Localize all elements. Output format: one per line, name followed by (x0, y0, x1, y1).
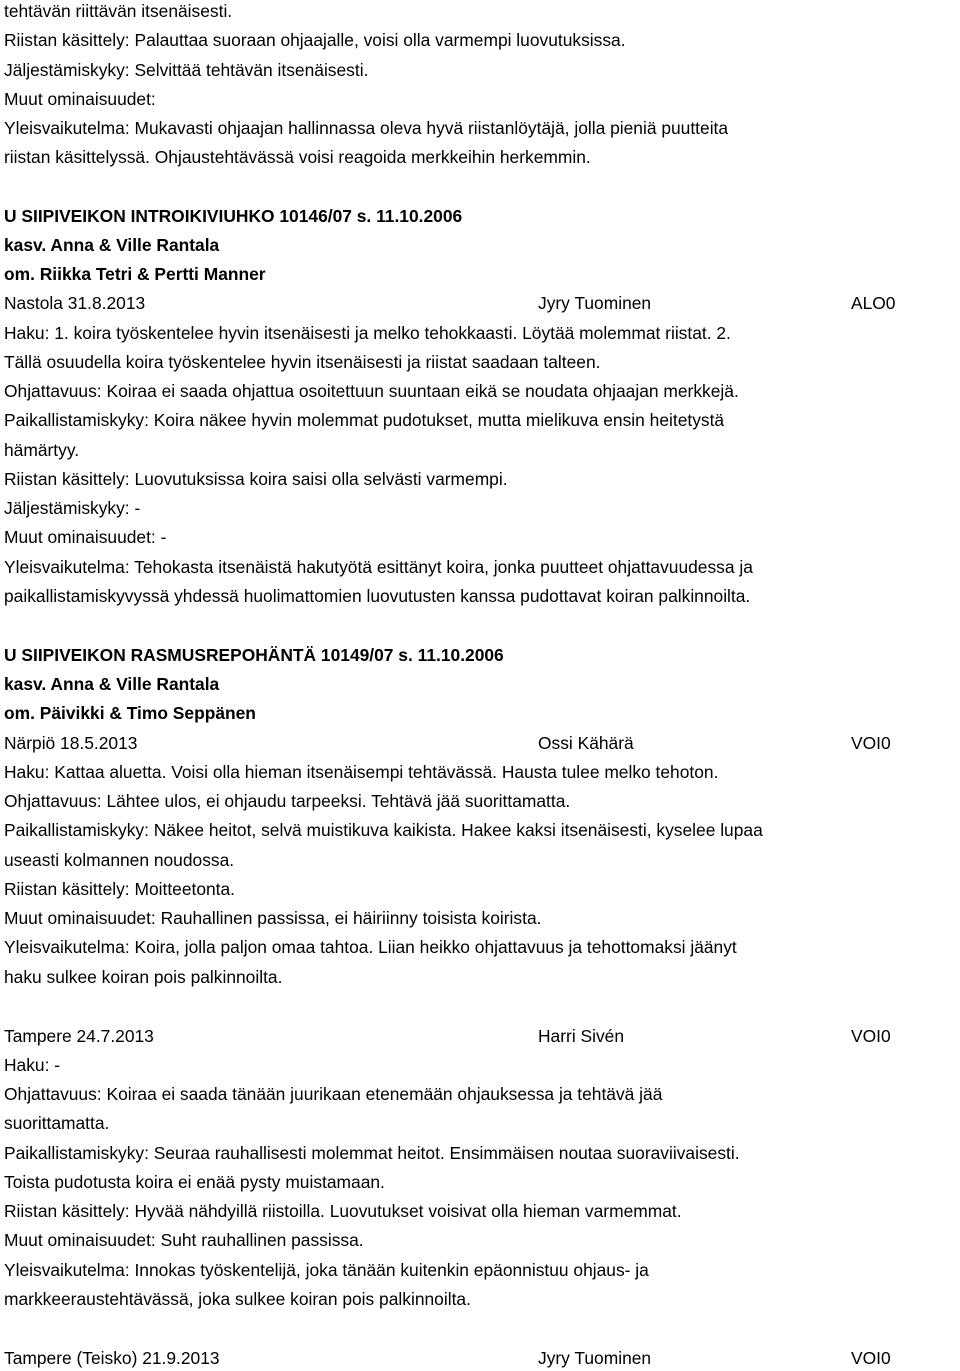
evaluation-line: Paikallistamiskyky: Näkee heitot, selvä muistikuva kaikista. Hakee kaksi itsenäisesti, kyselee lupaa (4, 820, 763, 840)
evaluation-line: Haku: - (4, 1055, 61, 1075)
dog-title: U SIIPIVEIKON INTROIKIVIUHKO 10146/07 s. 11.10.2006 (4, 206, 463, 226)
evaluation-line: Paikallistamiskyky: Koira näkee hyvin molemmat pudotukset, mutta mielikuva ensin heitetystä (4, 410, 725, 430)
evaluation-line: Haku: 1. koira työskentelee hyvin itsenäisesti ja melko tehokkaasti. Löytää molemmat riistat. 2. (4, 323, 731, 343)
text-line: riistan käsittelyssä. Ohjaustehtävässä voisi reagoida merkkeihin herkemmin. (4, 147, 591, 167)
evaluation-line: Ohjattavuus: Lähtee ulos, ei ohjaudu tarpeeksi. Tehtävä jää suorittamatta. (4, 791, 571, 811)
evaluation-line: Riistan käsittely: Hyvää nähdyillä riistoilla. Luovutukset voisivat olla hieman varmemmat. (4, 1201, 682, 1221)
evaluation-line: Ohjattavuus: Koiraa ei saada ohjattua osoitettuun suuntaan eikä se noudata ohjaajan merkkejä. (4, 381, 739, 401)
trial-result: VOI0 (851, 733, 891, 753)
dog-breeder: kasv. Anna & Ville Rantala (4, 674, 220, 694)
text-line: Jäljestämiskyky: Selvittää tehtävän itsenäisesti. (4, 60, 369, 80)
text-line: tehtävän riittävän itsenäisesti. (4, 1, 233, 21)
trial-header-row (4, 292, 956, 314)
text-line: Yleisvaikutelma: Mukavasti ohjaajan hallinnassa oleva hyvä riistanlöytäjä, jolla pieniä puutteita (4, 118, 729, 138)
trial-header-row (4, 1025, 956, 1047)
dog-breeder: kasv. Anna & Ville Rantala (4, 235, 220, 255)
trial-judge: Ossi Kähärä (538, 733, 634, 753)
text-line: Muut ominaisuudet: (4, 89, 156, 109)
dog-owner: om. Päivikki & Timo Seppänen (4, 703, 256, 723)
trial-judge: Jyry Tuominen (538, 1348, 652, 1368)
evaluation-line: Jäljestämiskyky: - (4, 498, 141, 518)
evaluation-line: Yleisvaikutelma: Tehokasta itsenäistä hakutyötä esittänyt koira, jonka puutteet ohjattavuudessa ja (4, 557, 753, 577)
trial-place-date: Nastola 31.8.2013 (4, 293, 146, 313)
evaluation-line: useasti kolmannen noudossa. (4, 850, 235, 870)
trial-place-date: Närpiö 18.5.2013 (4, 733, 138, 753)
trial-header-row (4, 1347, 956, 1369)
trial-judge: Harri Sivén (538, 1026, 625, 1046)
trial-result: ALO0 (851, 293, 896, 313)
dog-title: U SIIPIVEIKON RASMUSREPOHÄNTÄ 10149/07 s. 11.10.2006 (4, 645, 504, 665)
evaluation-line: Ohjattavuus: Koiraa ei saada tänään juurikaan etenemään ohjauksessa ja tehtävä jää (4, 1084, 663, 1104)
evaluation-line: Muut ominaisuudet: Rauhallinen passissa, ei häiriinny toisista koirista. (4, 908, 542, 928)
evaluation-line: Muut ominaisuudet: Suht rauhallinen passissa. (4, 1230, 364, 1250)
evaluation-line: Yleisvaikutelma: Innokas työskentelijä, joka tänään kuitenkin epäonnistuu ohjaus- ja (4, 1260, 649, 1280)
trial-place-date: Tampere 24.7.2013 (4, 1026, 154, 1046)
evaluation-line: Tällä osuudella koira työskentelee hyvin itsenäisesti ja riistat saadaan talteen. (4, 352, 601, 372)
evaluation-line: paikallistamiskyvyssä yhdessä huolimattomien luovutusten kanssa pudottavat koiran palkinnoilta. (4, 586, 751, 606)
trial-header-row (4, 732, 956, 754)
evaluation-line: Muut ominaisuudet: - (4, 527, 167, 547)
evaluation-line: hämärtyy. (4, 440, 80, 460)
dog-owner: om. Riikka Tetri & Pertti Manner (4, 264, 266, 284)
evaluation-line: Haku: Kattaa aluetta. Voisi olla hieman itsenäisempi tehtävässä. Hausta tulee melko tehoton. (4, 762, 719, 782)
evaluation-line: Riistan käsittely: Moitteetonta. (4, 879, 236, 899)
trial-judge: Jyry Tuominen (538, 293, 652, 313)
evaluation-line: markkeeraustehtävässä, joka sulkee koiran pois palkinnoilta. (4, 1289, 471, 1309)
text-line: Riistan käsittely: Palauttaa suoraan ohjaajalle, voisi olla varmempi luovutuksissa. (4, 30, 626, 50)
evaluation-line: suorittamatta. (4, 1113, 110, 1133)
trial-place-date: Tampere (Teisko) 21.9.2013 (4, 1348, 220, 1368)
evaluation-line: haku sulkee koiran pois palkinnoilta. (4, 967, 283, 987)
evaluation-line: Riistan käsittely: Luovutuksissa koira saisi olla selvästi varmempi. (4, 469, 508, 489)
trial-result: VOI0 (851, 1026, 891, 1046)
evaluation-line: Yleisvaikutelma: Koira, jolla paljon omaa tahtoa. Liian heikko ohjattavuus ja tehottomaksi jäänyt (4, 937, 737, 957)
evaluation-line: Paikallistamiskyky: Seuraa rauhallisesti molemmat heitot. Ensimmäisen noutaa suoraviivaisesti. (4, 1143, 740, 1163)
evaluation-line: Toista pudotusta koira ei enää pysty muistamaan. (4, 1172, 385, 1192)
trial-result: VOI0 (851, 1348, 891, 1368)
